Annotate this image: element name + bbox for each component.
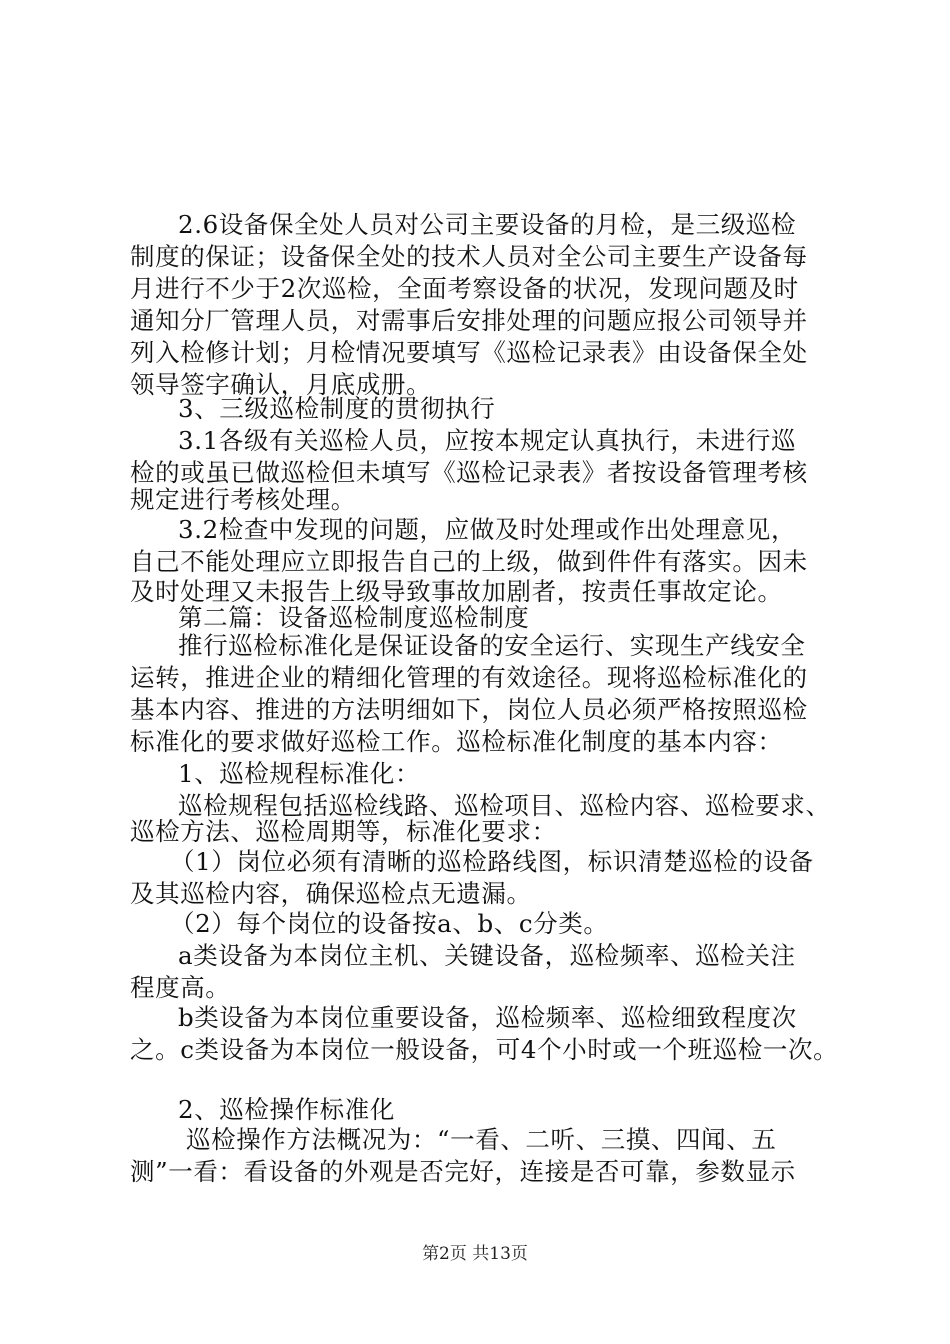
text-line: 测”一看：看设备的外观是否完好，连接是否可靠，参数显示 bbox=[130, 1157, 796, 1186]
text-line: 3.2检查中发现的问题，应做及时处理或作出处理意见， bbox=[178, 515, 797, 544]
text-line: 2.6设备保全处人员对公司主要设备的月检，是三级巡检 bbox=[178, 210, 797, 239]
text-line: 及其巡检内容，确保巡检点无遗漏。 bbox=[130, 879, 532, 908]
text-line: 程度高。 bbox=[130, 973, 231, 1002]
text-line: 3.1各级有关巡检人员，应按本规定认真执行，未进行巡 bbox=[178, 426, 797, 455]
text-line: b类设备为本岗位重要设备，巡检频率、巡检细致程度次 bbox=[178, 1003, 797, 1032]
text-line: 之。c类设备为本岗位一般设备，可4个小时或一个班巡检一次。 bbox=[130, 1035, 839, 1064]
text-line: 列入检修计划；月检情况要填写《巡检记录表》由设备保全处 bbox=[130, 338, 808, 367]
section-heading: 2、巡检操作标准化 bbox=[178, 1095, 395, 1124]
text-line: 推行巡检标准化是保证设备的安全运行、实现生产线安全 bbox=[178, 631, 806, 660]
text-line: 规定进行考核处理。 bbox=[130, 485, 356, 514]
text-line: 运转，推进企业的精细化管理的有效途径。现将巡检标准化的 bbox=[130, 663, 808, 692]
chapter-heading: 第二篇：设备巡检制度巡检制度 bbox=[178, 603, 530, 632]
text-line: 基本内容、推进的方法明细如下，岗位人员必须严格按照巡检 bbox=[130, 695, 808, 724]
text-line: 领导签字确认，月底成册。 bbox=[130, 370, 432, 399]
page-footer: 第2页 共13页 bbox=[422, 1244, 528, 1264]
text-line: 检的或虽已做巡检但未填写《巡检记录表》者按设备管理考核 bbox=[130, 458, 808, 487]
text-line: 自己不能处理应立即报告自己的上级，做到件件有落实。因未 bbox=[130, 547, 808, 576]
text-line: 巡检规程包括巡检线路、巡检项目、巡检内容、巡检要求、 bbox=[178, 791, 831, 820]
text-line: 巡检操作方法概况为：“一看、二听、三摸、四闻、五 bbox=[186, 1125, 777, 1154]
text-line: （1）岗位必须有清晰的巡检路线图，标识清楚巡检的设备 bbox=[170, 847, 814, 876]
text-line: 通知分厂管理人员，对需事后安排处理的问题应报公司领导并 bbox=[130, 306, 808, 335]
section-heading: 1、巡检规程标准化： bbox=[178, 759, 421, 788]
text-line: 月进行不少于2次巡检，全面考察设备的状况，发现问题及时 bbox=[130, 274, 799, 303]
text-line: （2）每个岗位的设备按a、b、c分类。 bbox=[170, 909, 609, 938]
text-line: 及时处理又未报告上级导致事故加剧者，按责任事故定论。 bbox=[130, 577, 783, 606]
text-line: a类设备为本岗位主机、关键设备，巡检频率、巡检关注 bbox=[178, 941, 796, 970]
text-line: 制度的保证；设备保全处的技术人员对全公司主要生产设备每 bbox=[130, 242, 808, 271]
text-line: 标准化的要求做好巡检工作。巡检标准化制度的基本内容： bbox=[130, 727, 783, 756]
section-heading: 3、三级巡检制度的贯彻执行 bbox=[178, 394, 496, 423]
text-line: 巡检方法、巡检周期等，标准化要求： bbox=[130, 817, 557, 846]
